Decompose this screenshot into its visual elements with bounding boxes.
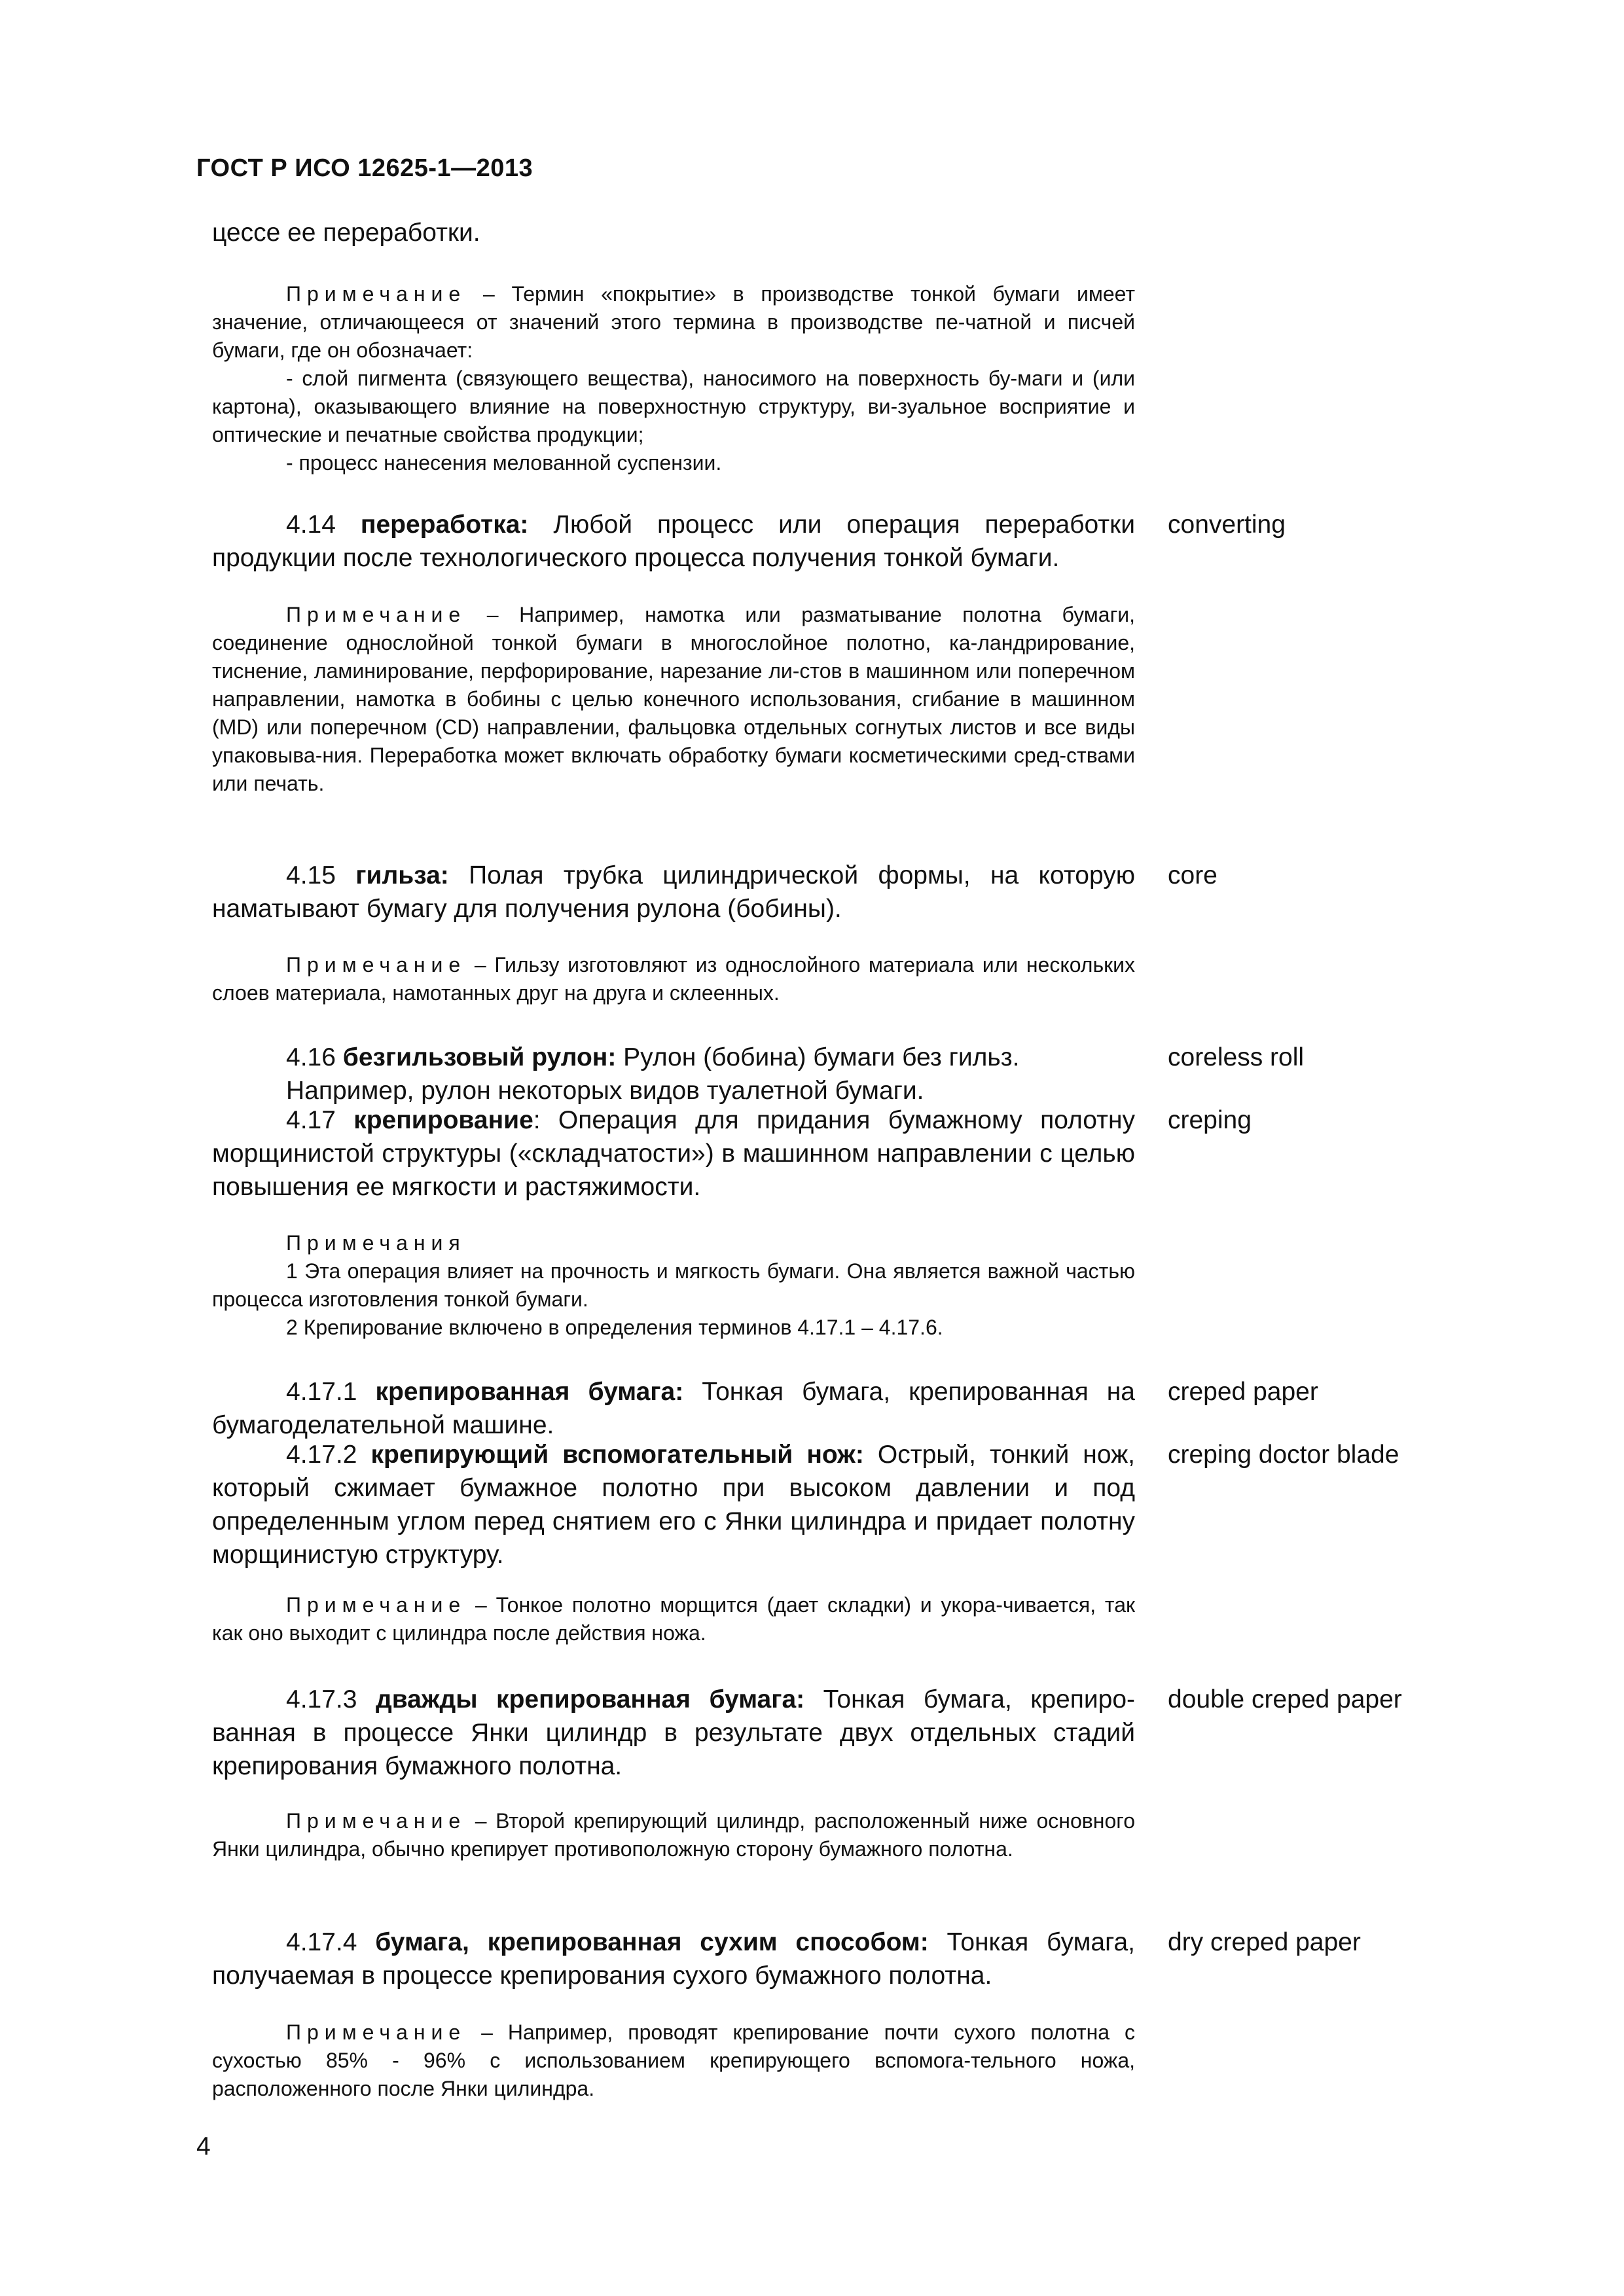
- note-4-17-3: [212, 1807, 1135, 1863]
- note-text: – Второй крепирующий цилиндр, расположенный ниже основного Янки цилиндра, обычно крепирует противоположную сторону бумажного полотна.: [212, 1809, 1136, 1861]
- term-entry: [212, 1926, 1135, 1992]
- term-entry: [212, 508, 1135, 575]
- note-4-14: [212, 601, 1135, 798]
- note-4-15: [212, 951, 1135, 1007]
- term-entry: [212, 1041, 1135, 1074]
- continuation-text: [212, 216, 1135, 249]
- term-english: creped paper: [1168, 1378, 1318, 1406]
- document-header: ГОСТ Р ИСО 12625-1—2013: [196, 154, 533, 182]
- term-entry: [212, 1683, 1135, 1783]
- note-label: Примечание: [286, 282, 467, 306]
- term-number: 4.15: [286, 861, 336, 889]
- term-english: double creped paper: [1168, 1685, 1402, 1713]
- term-number: 4.17: [286, 1106, 336, 1134]
- term-example-text: Например, рулон некоторых видов туалетной бумаги.: [286, 1077, 924, 1105]
- term-number: 4.17.3: [286, 1685, 357, 1713]
- term-name: безгильзовый рулон:: [342, 1043, 617, 1071]
- note-text: – Например, намотка или разматывание полотна бумаги, соединение однослойной тонкой бумаги в многослойное полотно, ка-ландрирование, тиснение, ламинирование, перфорирование, нарезание ли-стов в машинном или поперечном направлении, намотка в бобины с целью конечного использования, сгибание в машинном (MD) или поперечном (CD) направлении, фальцовка отдельных согнутых листов и все виды упаковыва-ния. Переработка может включать обработку бумаги косметическими сред-ствами или печать.: [212, 603, 1136, 795]
- note-label: Примечание: [286, 2020, 467, 2044]
- note-item: 2 Крепирование включено в определения терминов 4.17.1 – 4.17.6.: [286, 1316, 943, 1339]
- note-4-17-4: [212, 2018, 1135, 2103]
- note-label: Примечание: [286, 603, 467, 626]
- term-english: core: [1168, 861, 1218, 889]
- note-label: Примечание: [286, 1593, 467, 1617]
- term-definition: Тонкая бумага, крепированная на бумагоделательной машине.: [212, 1378, 1135, 1439]
- note-label: Примечание: [286, 953, 467, 977]
- term-english: converting: [1168, 511, 1286, 539]
- note-text: – Тонкое полотно морщится (дает складки) и укора-чивается, так как оно выходит с цилиндра после действия ножа.: [212, 1593, 1136, 1645]
- term-entry: [212, 859, 1135, 925]
- note-coating: [212, 280, 1135, 477]
- term-name: крепирование: [353, 1106, 533, 1134]
- note-text: - процесс нанесения мелованной суспензии.: [286, 451, 722, 475]
- term-example: [212, 1074, 1135, 1107]
- term-english: creping: [1168, 1106, 1252, 1134]
- term-definition: : Операция для придания бумажному полотну морщинистой структуры («складчатости») в машинном направлении с целью повышения ее мягкости и растяжимости.: [212, 1106, 1135, 1201]
- term-definition: Любой процесс или операция переработки продукции после технологического процесса получения тонкой бумаги.: [212, 511, 1135, 572]
- term-entry: [212, 1103, 1135, 1204]
- term-definition: Рулон (бобина) бумаги без гильз.: [616, 1043, 1020, 1071]
- term-name: дважды крепированная бумага:: [375, 1685, 805, 1713]
- term-definition: Тонкая бумага, получаемая в процессе крепирования сухого бумажного полотна.: [212, 1928, 1135, 1990]
- term-definition: Полая трубка цилиндрической формы, на которую наматывают бумагу для получения рулона (бобины).: [212, 861, 1135, 923]
- term-number: 4.17.2: [286, 1441, 357, 1469]
- term-entry: [212, 1438, 1135, 1571]
- term-number: 4.16: [286, 1043, 336, 1071]
- term-definition: Острый, тонкий нож, который сжимает бумажное полотно при высоком давлении и под определенным углом перед снятием его с Янки цилиндра и придает полотну морщинистую структуру.: [212, 1441, 1135, 1569]
- note-text: – Термин «покрытие» в производстве тонкой бумаги имеет значение, отличающееся от значений этого термина в производстве пе-чатной и писчей бумаги, где он обозначает:: [212, 282, 1136, 362]
- note-text: - слой пигмента (связующего вещества), наносимого на поверхность бу-маги и (или картона), оказывающего влияние на поверхностную структуру, ви-зуальное восприятие и оптические и печатные свойства продукции;: [212, 367, 1135, 446]
- term-definition: Тонкая бумага, крепиро-ванная в процессе Янки цилиндр в результате двух отдельных стадий крепирования бумажного полотна.: [212, 1685, 1136, 1780]
- term-number: 4.17.4: [286, 1928, 357, 1956]
- term-entry: [212, 1375, 1135, 1442]
- note-label: Примечания: [286, 1231, 466, 1255]
- term-english: dry creped paper: [1168, 1928, 1361, 1956]
- note-text: – Гильзу изготовляют из однослойного материала или нескольких слоев материала, намотанных друг на друга и склеенных.: [212, 953, 1136, 1005]
- page-number: 4: [196, 2132, 211, 2161]
- term-name: переработка:: [360, 511, 529, 539]
- note-text: – Например, проводят крепирование почти сухого полотна с сухостью 85% - 96% с использованием крепирующего вспомога-тельного ножа, расположенного после Янки цилиндра.: [212, 2020, 1136, 2100]
- term-english: creping doctor blade: [1168, 1441, 1399, 1469]
- term-name: бумага, крепированная сухим способом:: [375, 1928, 929, 1956]
- term-name: крепированная бумага:: [375, 1378, 684, 1406]
- note-label: Примечание: [286, 1809, 467, 1833]
- note-4-17-2: [212, 1591, 1135, 1647]
- note-item: 1 Эта операция влияет на прочность и мягкость бумаги. Она является важной частью процесса изготовления тонкой бумаги.: [212, 1259, 1135, 1311]
- intro-text: цессе ее переработки.: [212, 219, 480, 247]
- term-number: 4.14: [286, 511, 336, 539]
- term-name: гильза:: [355, 861, 449, 889]
- term-name: крепирующий вспомогательный нож:: [370, 1441, 864, 1469]
- term-english: coreless roll: [1168, 1043, 1305, 1071]
- term-number: 4.17.1: [286, 1378, 357, 1406]
- notes-4-17: [212, 1229, 1135, 1342]
